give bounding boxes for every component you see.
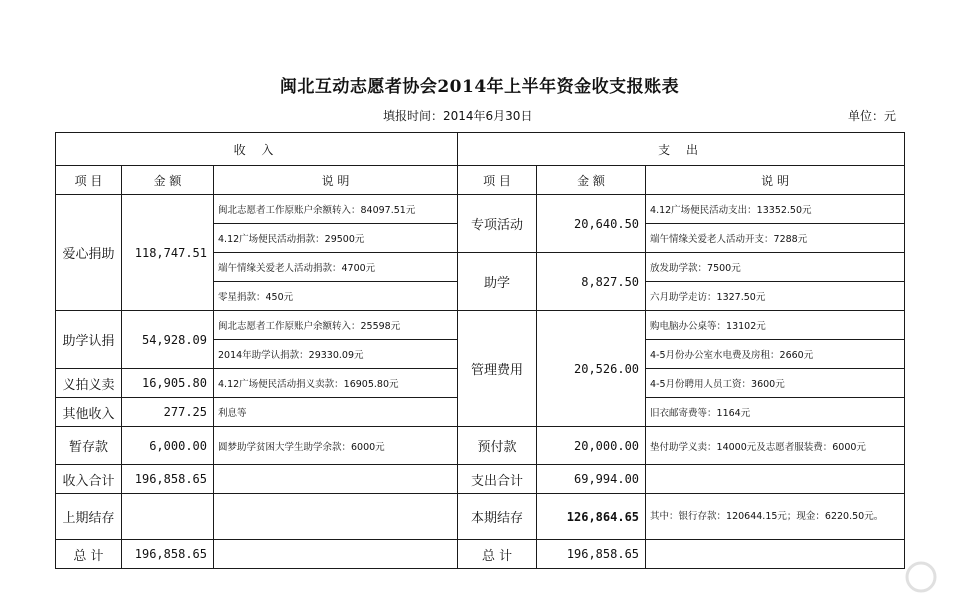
income-item: 暂存款: [56, 427, 122, 465]
income-item-header: 项 目: [56, 166, 122, 195]
expense-total-label: 支出合计: [458, 465, 537, 494]
income-amount: 118,747.51: [122, 195, 214, 311]
expense-note: 垫付助学义卖：14000元及志愿者服装费：6000元: [646, 427, 905, 465]
expense-amount: 8,827.50: [537, 253, 646, 311]
grand-total-income: 196,858.65: [122, 540, 214, 569]
table-row: [56, 311, 905, 340]
expense-item: 管理费用: [458, 311, 537, 427]
income-note: 闽北志愿者工作原账户余额转入：25598元: [214, 311, 458, 340]
finance-table: [55, 132, 905, 569]
income-item: 其他收入: [56, 398, 122, 427]
expense-item: 专项活动: [458, 195, 537, 253]
curr-balance-label: 本期结存: [458, 494, 537, 540]
income-section-header: 收 入: [56, 133, 458, 166]
income-amount-header: 金 额: [122, 166, 214, 195]
empty-cell: [214, 465, 458, 494]
expense-note: 六月助学走访：1327.50元: [646, 282, 905, 311]
income-item: 爱心捐助: [56, 195, 122, 311]
curr-balance-amount: 126,864.65: [537, 494, 646, 540]
income-note: 闽北志愿者工作原账户余额转入：84097.51元: [214, 195, 458, 224]
income-amount: 277.25: [122, 398, 214, 427]
expense-amount: 20,640.50: [537, 195, 646, 253]
expense-total: 69,994.00: [537, 465, 646, 494]
expense-amount: 20,000.00: [537, 427, 646, 465]
totals-row: [56, 465, 905, 494]
expense-note: 4.12广场便民活动支出：13352.50元: [646, 195, 905, 224]
income-total: 196,858.65: [122, 465, 214, 494]
expense-note: 放发助学款：7500元: [646, 253, 905, 282]
report-date: 填报时间：2014年6月30日: [383, 109, 533, 123]
income-total-label: 收入合计: [56, 465, 122, 494]
expense-section-header: 支 出: [458, 133, 905, 166]
income-note: 4.12广场便民活动捐义卖款：16905.80元: [214, 369, 458, 398]
expense-item: 预付款: [458, 427, 537, 465]
expense-amount-header: 金 额: [537, 166, 646, 195]
income-amount: 16,905.80: [122, 369, 214, 398]
expense-note: 购电脑办公桌等：13102元: [646, 311, 905, 340]
income-note: 利息等: [214, 398, 458, 427]
expense-note: 旧衣邮寄费等：1164元: [646, 398, 905, 427]
income-note: 4.12广场便民活动捐款：29500元: [214, 224, 458, 253]
income-amount: 54,928.09: [122, 311, 214, 369]
income-item: 义拍义卖: [56, 369, 122, 398]
grand-total-row: [56, 540, 905, 569]
expense-item-header: 项 目: [458, 166, 537, 195]
watermark-logo-icon: [901, 557, 941, 597]
section-header-row: [56, 133, 905, 166]
empty-cell: [646, 465, 905, 494]
expense-note: 端午情缘关爱老人活动开支：7288元: [646, 224, 905, 253]
income-note-header: 说 明: [214, 166, 458, 195]
expense-amount: 20,526.00: [537, 311, 646, 427]
curr-balance-note: 其中：银行存款：120644.15元；现金：6220.50元。: [646, 494, 905, 540]
page-title: 闽北互动志愿者协会2014年上半年资金收支报账表: [279, 77, 680, 97]
expense-note: 4-5月份聘用人员工资：3600元: [646, 369, 905, 398]
grand-total-expense: 196,858.65: [537, 540, 646, 569]
prev-balance-amount: [122, 494, 214, 540]
empty-cell: [214, 494, 458, 540]
balance-row: [56, 494, 905, 540]
income-item: 助学认捐: [56, 311, 122, 369]
table-row: [56, 195, 905, 224]
income-note: 端午情缘关爱老人活动捐款：4700元: [214, 253, 458, 282]
expense-note: 4-5月份办公室水电费及房租：2660元: [646, 340, 905, 369]
grand-total-label: 总 计: [56, 540, 122, 569]
grand-total-label: 总 计: [458, 540, 537, 569]
income-note: 零星捐款：450元: [214, 282, 458, 311]
prev-balance-label: 上期结存: [56, 494, 122, 540]
income-note: 圆梦助学贫困大学生助学余款：6000元: [214, 427, 458, 465]
empty-cell: [646, 540, 905, 569]
expense-item: 助学: [458, 253, 537, 311]
column-header-row: [56, 166, 905, 195]
empty-cell: [214, 540, 458, 569]
currency-unit: 单位：元: [848, 109, 897, 123]
expense-note-header: 说 明: [646, 166, 905, 195]
income-amount: 6,000.00: [122, 427, 214, 465]
table-row: [56, 427, 905, 465]
income-note: 2014年助学认捐款：29330.09元: [214, 340, 458, 369]
